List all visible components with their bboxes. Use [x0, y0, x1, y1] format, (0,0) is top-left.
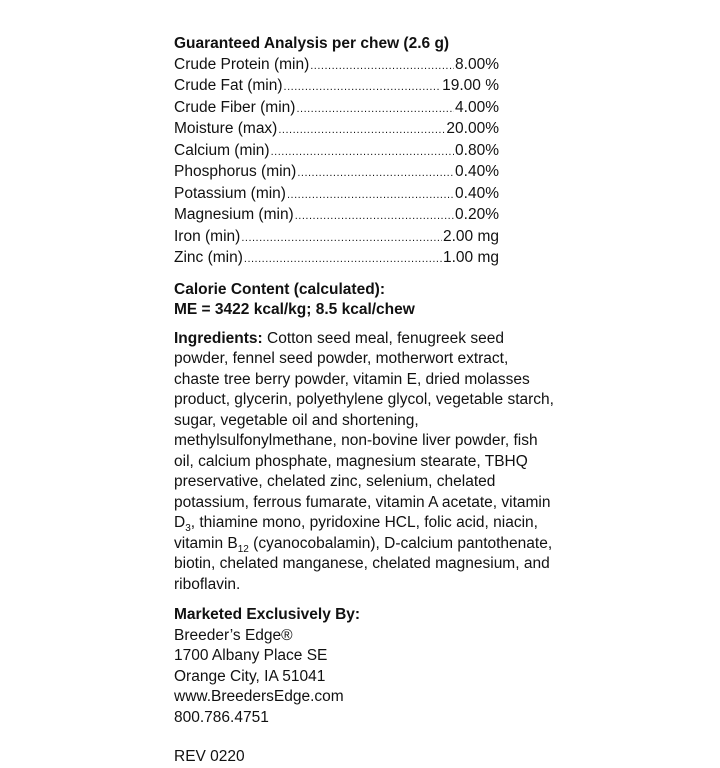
nutrient-name: Zinc (min) — [174, 249, 243, 266]
nutrient-name: Phosphorus (min) — [174, 163, 297, 180]
dot-leader — [297, 163, 454, 184]
marketer-website: www.BreedersEdge.com — [174, 688, 344, 705]
analysis-row — [174, 227, 499, 249]
dot-leader — [241, 228, 442, 249]
nutrient-value: 0.40% — [455, 184, 499, 202]
analysis-row — [174, 55, 499, 77]
nutrient-name: Moisture (max) — [174, 120, 278, 137]
ingredients-text-part3: (cyanocobalamin), D-calcium pantothenate, biotin, chelated manganese, chelated magnesium, and riboflavin. — [174, 534, 553, 593]
ingredients-label: Ingredients: — [174, 329, 263, 347]
dot-leader — [295, 206, 454, 227]
guaranteed-analysis-list — [174, 55, 499, 270]
dot-leader — [284, 77, 442, 98]
nutrient-value: 0.80% — [455, 141, 499, 159]
nutrient-value: 1.00 mg — [442, 249, 499, 266]
nutrient-value: 8.00% — [455, 55, 499, 73]
calorie-content-value: ME = 3422 kcal/kg; 8.5 kcal/chew — [174, 301, 415, 318]
analysis-row — [174, 76, 499, 98]
product-label — [174, 34, 554, 768]
nutrient-name: Magnesium (min) — [174, 206, 294, 223]
ingredients-text-part2: , thiamine mono, pyridoxine HCL, folic acid, niacin, vitamin B — [174, 514, 538, 552]
ingredients-text-part1: Cotton seed meal, fenugreek seed powder, fennel seed powder, motherwort extract, chaste tree berry powder, vitamin E, dried molasses product, glycerin, polyethylene glycol, vegetable starch, sugar, vegetable oil and shortening, methylsulfonylmethane, non-bovine liver powder, fish oil, calcium phosphate, magnesium stearate, TBHQ preservative, chelated zinc, selenium, chelated potassium, ferrous fumarate, vitamin A acetate, vitamin D — [174, 329, 554, 531]
dot-leader — [271, 142, 454, 163]
analysis-row — [174, 119, 499, 141]
revision-code: REV 0220 — [174, 748, 245, 765]
dot-leader — [244, 249, 442, 270]
nutrient-value: 2.00 mg — [442, 227, 499, 245]
analysis-row — [174, 205, 499, 227]
marketer-phone: 800.786.4751 — [174, 708, 269, 726]
dot-leader — [310, 56, 454, 77]
guaranteed-analysis-title: Guaranteed Analysis per chew (2.6 g) — [174, 35, 450, 52]
dot-leader — [296, 99, 454, 120]
nutrient-value: 0.40% — [455, 163, 499, 180]
ingredients-paragraph — [174, 329, 556, 596]
calorie-content-title: Calorie Content (calculated): — [174, 280, 385, 298]
nutrient-name: Crude Fiber (min) — [174, 98, 296, 116]
marketer-section — [174, 605, 554, 728]
nutrient-value: 0.20% — [455, 206, 499, 223]
marketer-address-line1: 1700 Albany Place SE — [174, 647, 328, 664]
nutrient-name: Crude Fat (min) — [174, 77, 283, 94]
marketer-title: Marketed Exclusively By: — [174, 606, 361, 623]
analysis-row — [174, 248, 499, 270]
analysis-row — [174, 184, 499, 206]
nutrient-name: Iron (min) — [174, 227, 241, 245]
analysis-row — [174, 162, 499, 184]
vitamin-b12-subscript: 12 — [237, 543, 249, 555]
marketer-address-line2: Orange City, IA 51041 — [174, 667, 326, 685]
nutrient-name: Crude Protein (min) — [174, 55, 310, 73]
analysis-row — [174, 141, 499, 163]
nutrient-value: 19.00 % — [442, 77, 499, 94]
vitamin-d3-subscript: 3 — [185, 523, 191, 535]
analysis-row — [174, 98, 499, 120]
nutrient-value: 4.00% — [455, 98, 499, 116]
marketer-company: Breeder’s Edge® — [174, 626, 293, 644]
nutrient-value: 20.00% — [446, 120, 499, 137]
dot-leader — [287, 185, 454, 206]
calorie-content-section — [174, 280, 554, 321]
nutrient-name: Calcium (min) — [174, 141, 270, 159]
nutrient-name: Potassium (min) — [174, 184, 286, 202]
dot-leader — [278, 120, 445, 141]
